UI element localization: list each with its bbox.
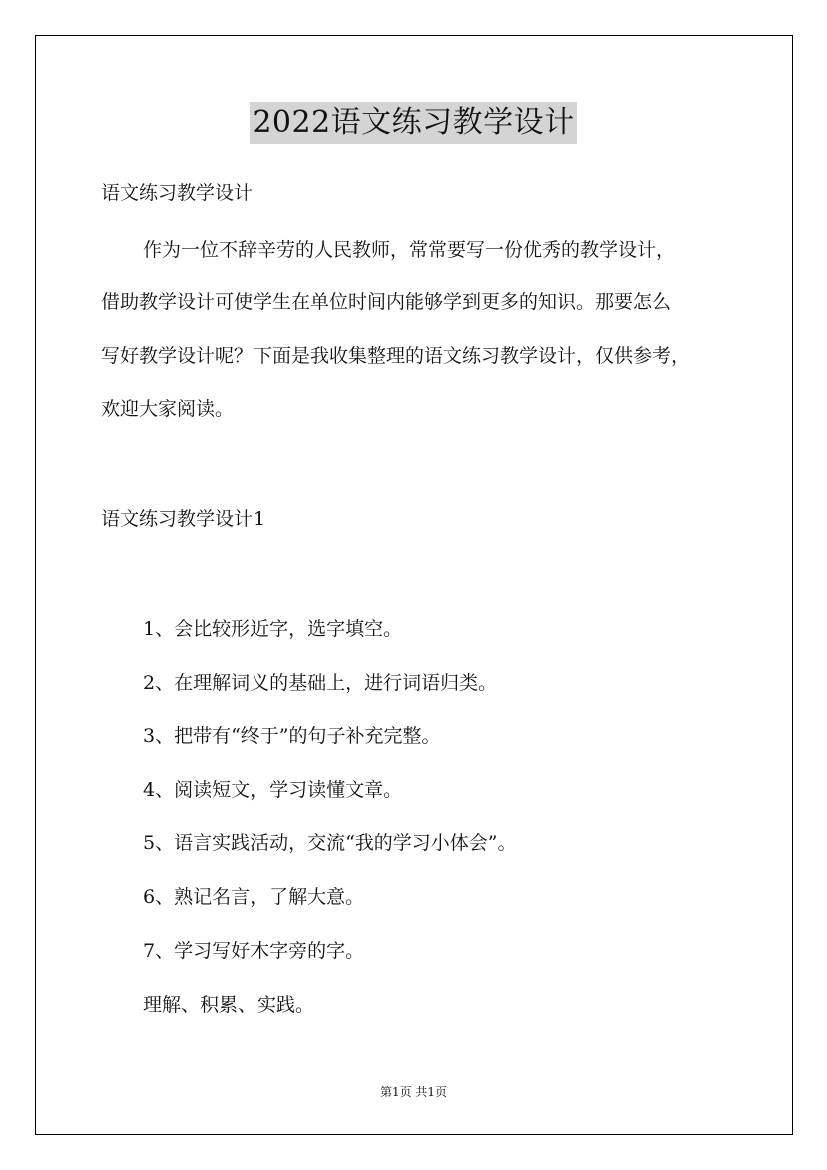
document-title: 2022语文练习教学设计: [250, 102, 576, 144]
intro-line-3: 写好教学设计呢？下面是我收集整理的语文练习教学设计，仅供参考，: [101, 345, 691, 367]
objective-item-1: 1、会比较形近字，选字填空。: [143, 618, 403, 640]
intro-line-2: 借助教学设计可使学生在单位时间内能够学到更多的知识。那要怎么: [101, 291, 672, 313]
document-subtitle: 语文练习教学设计: [101, 182, 254, 204]
objective-item-6: 6、熟记名言，了解大意。: [143, 886, 365, 908]
title-container: [0, 102, 827, 144]
closing-line: 理解、积累、实践。: [143, 994, 315, 1016]
objective-item-3: 3、把带有“终于”的句子补充完整。: [143, 725, 441, 747]
intro-line-4: 欢迎大家阅读。: [101, 398, 235, 420]
section-heading: 语文练习教学设计1: [101, 508, 266, 530]
page-indicator: 第1页 共1页: [379, 1085, 448, 1099]
objective-item-5: 5、语言实践活动，交流“我的学习小体会”。: [143, 832, 517, 854]
intro-line-1: 作为一位不辞辛劳的人民教师，常常要写一份优秀的教学设计，: [143, 239, 676, 261]
objective-item-2: 2、在理解词义的基础上，进行词语归类。: [143, 672, 498, 694]
objective-item-4: 4、阅读短文，学习读懂文章。: [143, 779, 403, 801]
objective-item-7: 7、学习写好木字旁的字。: [143, 940, 365, 962]
